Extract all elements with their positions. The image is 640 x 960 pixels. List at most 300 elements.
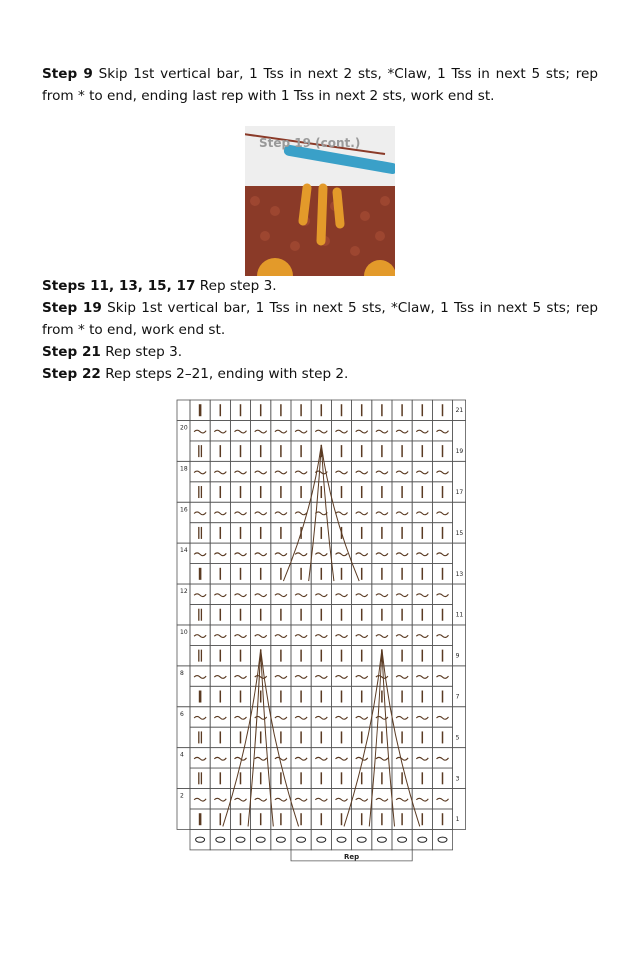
tilde-symbol bbox=[194, 553, 206, 556]
chart-cell bbox=[271, 707, 291, 727]
chart-cell bbox=[331, 584, 351, 604]
tilde-symbol bbox=[396, 594, 408, 597]
tilde-symbol bbox=[376, 594, 388, 597]
tilde-symbol bbox=[416, 430, 428, 433]
chart-cell bbox=[311, 625, 331, 645]
tilde-symbol bbox=[235, 553, 247, 556]
chain-oval-symbol bbox=[196, 837, 205, 842]
chart-cell bbox=[311, 420, 331, 440]
chart-cell bbox=[251, 625, 271, 645]
chart-cell bbox=[392, 502, 412, 522]
tilde-symbol bbox=[255, 430, 267, 433]
right-label-cell bbox=[453, 707, 466, 748]
tilde-symbol bbox=[194, 716, 206, 719]
tilde-symbol bbox=[336, 635, 348, 638]
step-9: Step 9 Skip 1st vertical bar, 1 Tss in next 2 sts, *Claw, 1 Tss in next 5 sts; rep from * to end, ending last rep with 1 Tss in next 2 sts, work end st. bbox=[42, 66, 598, 104]
chart-cell bbox=[331, 748, 351, 768]
chart-cell bbox=[271, 666, 291, 686]
tilde-symbol bbox=[235, 798, 247, 801]
chart-cell bbox=[271, 584, 291, 604]
tilde-symbol bbox=[437, 594, 449, 597]
tilde-symbol bbox=[315, 798, 327, 801]
chart-cell bbox=[210, 748, 230, 768]
tilde-symbol bbox=[295, 430, 307, 433]
chain-oval-symbol bbox=[438, 837, 447, 842]
tilde-symbol bbox=[295, 512, 307, 515]
chart-cell bbox=[331, 789, 351, 809]
chart-cell bbox=[190, 666, 210, 686]
chart-cell bbox=[190, 584, 210, 604]
tilde-symbol bbox=[356, 676, 368, 679]
tilde-symbol bbox=[295, 471, 307, 474]
tilde-symbol bbox=[214, 716, 226, 719]
chart-cell bbox=[271, 625, 291, 645]
chart-cell bbox=[412, 461, 432, 481]
chain-oval-symbol bbox=[317, 837, 326, 842]
chart-cell bbox=[251, 829, 271, 849]
tilde-symbol bbox=[194, 798, 206, 801]
tilde-symbol bbox=[194, 430, 206, 433]
tilde-symbol bbox=[416, 757, 428, 760]
tilde-symbol bbox=[315, 757, 327, 760]
chart-cell bbox=[251, 420, 271, 440]
tilde-symbol bbox=[255, 553, 267, 556]
chart-cell bbox=[392, 420, 412, 440]
row-label-left: 14 bbox=[180, 547, 188, 555]
tilde-symbol bbox=[376, 471, 388, 474]
tilde-symbol bbox=[437, 676, 449, 679]
chart-cell bbox=[432, 461, 452, 481]
tilde-symbol bbox=[396, 757, 408, 760]
chart-cell bbox=[271, 502, 291, 522]
chart-cell bbox=[251, 666, 271, 686]
tilde-symbol bbox=[295, 594, 307, 597]
tilde-symbol bbox=[275, 553, 287, 556]
row-label-right: 21 bbox=[455, 407, 464, 415]
repeat-label: Rep bbox=[344, 852, 360, 861]
chart-cell bbox=[291, 666, 311, 686]
chart-cell bbox=[352, 625, 372, 645]
chart-cell bbox=[190, 523, 210, 543]
chart-cell bbox=[352, 502, 372, 522]
chart-cell bbox=[291, 789, 311, 809]
tilde-symbol bbox=[214, 430, 226, 433]
chart-cell bbox=[210, 829, 230, 849]
chart-cell bbox=[190, 829, 210, 849]
tilde-symbol bbox=[356, 635, 368, 638]
right-label-cell bbox=[453, 748, 466, 789]
chart-cell bbox=[412, 666, 432, 686]
tilde-symbol bbox=[396, 553, 408, 556]
chart-cell bbox=[210, 625, 230, 645]
chart-cell bbox=[311, 829, 331, 849]
step-22: Step 22 Rep steps 2–21, ending with step 2. bbox=[42, 366, 349, 382]
chart-cell bbox=[311, 543, 331, 563]
chart-cell bbox=[432, 707, 452, 727]
tilde-symbol bbox=[356, 757, 368, 760]
chart-cell bbox=[210, 502, 230, 522]
chart-cell bbox=[331, 666, 351, 686]
tilde-symbol bbox=[235, 635, 247, 638]
chart-cell bbox=[230, 829, 250, 849]
tilde-symbol bbox=[235, 757, 247, 760]
tilde-symbol bbox=[437, 430, 449, 433]
tilde-symbol bbox=[437, 798, 449, 801]
chart-cell bbox=[210, 789, 230, 809]
chart-cell bbox=[352, 420, 372, 440]
chart-cell bbox=[352, 543, 372, 563]
chart-cell bbox=[352, 829, 372, 849]
tilde-symbol bbox=[376, 635, 388, 638]
tilde-symbol bbox=[416, 716, 428, 719]
chart-cell bbox=[251, 707, 271, 727]
row-label-left: 12 bbox=[180, 588, 188, 596]
tilde-symbol bbox=[315, 716, 327, 719]
row-label-left: 2 bbox=[180, 792, 184, 800]
tilde-symbol bbox=[194, 471, 206, 474]
tilde-symbol bbox=[376, 512, 388, 515]
tilde-symbol bbox=[214, 512, 226, 515]
chart-cell bbox=[331, 461, 351, 481]
tilde-symbol bbox=[336, 512, 348, 515]
tilde-symbol bbox=[214, 798, 226, 801]
chart-cell bbox=[372, 502, 392, 522]
chart-cell bbox=[291, 420, 311, 440]
tilde-symbol bbox=[315, 594, 327, 597]
tilde-symbol bbox=[356, 553, 368, 556]
tilde-symbol bbox=[416, 676, 428, 679]
chart-cell bbox=[412, 707, 432, 727]
chart-cell bbox=[230, 502, 250, 522]
chart-cell bbox=[352, 707, 372, 727]
tilde-symbol bbox=[396, 635, 408, 638]
chart-cell bbox=[190, 625, 210, 645]
tilde-symbol bbox=[295, 757, 307, 760]
chart-cell bbox=[190, 543, 210, 563]
chart-cell bbox=[372, 461, 392, 481]
chart-cell bbox=[372, 707, 392, 727]
tilde-symbol bbox=[416, 635, 428, 638]
tilde-symbol bbox=[437, 512, 449, 515]
chart-cell bbox=[372, 789, 392, 809]
tilde-symbol bbox=[295, 798, 307, 801]
chart-cell bbox=[230, 584, 250, 604]
chain-oval-symbol bbox=[297, 837, 306, 842]
chart-cell bbox=[432, 789, 452, 809]
tilde-symbol bbox=[214, 635, 226, 638]
chain-oval-symbol bbox=[357, 837, 366, 842]
tilde-symbol bbox=[214, 553, 226, 556]
tilde-symbol bbox=[295, 676, 307, 679]
row-label-right: 9 bbox=[455, 652, 460, 660]
right-label-cell bbox=[453, 502, 466, 543]
tilde-symbol bbox=[255, 676, 267, 679]
chart-cell bbox=[392, 543, 412, 563]
chart-cell bbox=[271, 420, 291, 440]
chart-cell bbox=[372, 829, 392, 849]
tilde-symbol bbox=[336, 553, 348, 556]
chart-cell bbox=[190, 789, 210, 809]
tilde-symbol bbox=[194, 676, 206, 679]
chart-cell bbox=[432, 420, 452, 440]
chain-oval-symbol bbox=[337, 837, 346, 842]
tilde-symbol bbox=[376, 676, 388, 679]
chart-cell bbox=[230, 707, 250, 727]
tilde-symbol bbox=[275, 716, 287, 719]
chart-cell bbox=[210, 584, 230, 604]
tilde-symbol bbox=[356, 594, 368, 597]
step-19: Step 19 Skip 1st vertical bar, 1 Tss in next 5 sts, *Claw, 1 Tss in next 5 sts; rep from * to end, work end st. bbox=[42, 300, 598, 338]
tilde-symbol bbox=[295, 553, 307, 556]
tilde-symbol bbox=[235, 512, 247, 515]
chart-cell bbox=[251, 543, 271, 563]
tilde-symbol bbox=[437, 553, 449, 556]
row-label-left: 8 bbox=[180, 669, 184, 677]
chart-cell bbox=[291, 707, 311, 727]
tilde-symbol bbox=[336, 594, 348, 597]
claw-line bbox=[309, 445, 322, 581]
tilde-symbol bbox=[315, 635, 327, 638]
left-label-cell bbox=[177, 400, 190, 420]
tilde-symbol bbox=[437, 471, 449, 474]
tilde-symbol bbox=[396, 471, 408, 474]
chart-cell bbox=[392, 666, 412, 686]
chart-cell bbox=[331, 625, 351, 645]
tilde-symbol bbox=[356, 471, 368, 474]
tilde-symbol bbox=[275, 757, 287, 760]
chart-cell bbox=[432, 543, 452, 563]
row-label-left: 18 bbox=[180, 465, 188, 473]
chart-cell bbox=[210, 461, 230, 481]
chart-cell bbox=[251, 502, 271, 522]
chart-cell bbox=[432, 829, 452, 849]
chart-cell bbox=[210, 420, 230, 440]
tilde-symbol bbox=[437, 757, 449, 760]
chart-cell bbox=[392, 707, 412, 727]
chart-cell bbox=[372, 543, 392, 563]
tilde-symbol bbox=[194, 757, 206, 760]
chart-cell bbox=[311, 707, 331, 727]
chart-cell bbox=[412, 829, 432, 849]
row-label-right: 15 bbox=[455, 529, 464, 537]
chart-cell bbox=[230, 625, 250, 645]
tilde-symbol bbox=[356, 716, 368, 719]
chart-cell bbox=[412, 625, 432, 645]
row-label-right: 17 bbox=[455, 489, 464, 497]
chart-cell bbox=[372, 666, 392, 686]
row-label-left: 4 bbox=[180, 751, 184, 759]
chart-cell bbox=[190, 461, 210, 481]
chart-cell bbox=[190, 768, 210, 788]
claw-line bbox=[261, 649, 274, 826]
chart-cell bbox=[190, 748, 210, 768]
tilde-symbol bbox=[275, 471, 287, 474]
tilde-symbol bbox=[235, 471, 247, 474]
right-label-cell bbox=[453, 584, 466, 625]
tilde-symbol bbox=[336, 757, 348, 760]
tilde-symbol bbox=[336, 716, 348, 719]
chart-cell bbox=[190, 645, 210, 665]
row-label-right: 19 bbox=[455, 448, 464, 456]
chart-cell bbox=[331, 502, 351, 522]
chart-cell bbox=[432, 748, 452, 768]
tilde-symbol bbox=[416, 594, 428, 597]
tilde-symbol bbox=[275, 798, 287, 801]
right-label-cell bbox=[453, 420, 466, 461]
chart-cell bbox=[210, 707, 230, 727]
chain-oval-symbol bbox=[256, 837, 265, 842]
tilde-symbol bbox=[315, 512, 327, 515]
chart-cell bbox=[412, 748, 432, 768]
chart-cell bbox=[372, 420, 392, 440]
chart-cell bbox=[291, 502, 311, 522]
chart-cell bbox=[311, 461, 331, 481]
chain-oval-symbol bbox=[377, 837, 386, 842]
chain-oval-symbol bbox=[236, 837, 245, 842]
chart-cell bbox=[432, 502, 452, 522]
tilde-symbol bbox=[416, 553, 428, 556]
chart-cell bbox=[331, 420, 351, 440]
chart-cell bbox=[190, 482, 210, 502]
claw-line bbox=[382, 649, 395, 826]
chart-cell bbox=[251, 789, 271, 809]
row-label-right: 13 bbox=[455, 570, 464, 578]
tilde-symbol bbox=[275, 430, 287, 433]
chart-cell bbox=[271, 461, 291, 481]
right-label-cell bbox=[453, 461, 466, 502]
chart-cell bbox=[352, 584, 372, 604]
tilde-symbol bbox=[396, 512, 408, 515]
chart-cell bbox=[311, 748, 331, 768]
row-label-right: 3 bbox=[455, 775, 460, 783]
chart-cell bbox=[291, 829, 311, 849]
row-label-left: 16 bbox=[180, 506, 188, 514]
chart-cell bbox=[291, 584, 311, 604]
chart-cell bbox=[210, 666, 230, 686]
tilde-symbol bbox=[315, 430, 327, 433]
row-label-right: 7 bbox=[455, 693, 460, 701]
tilde-symbol bbox=[336, 798, 348, 801]
chart-cell bbox=[352, 461, 372, 481]
photo-caption: Step 19 (cont.) bbox=[259, 136, 361, 150]
chart-cell bbox=[190, 420, 210, 440]
tilde-symbol bbox=[416, 471, 428, 474]
chain-oval-symbol bbox=[276, 837, 285, 842]
tilde-symbol bbox=[235, 676, 247, 679]
chart-cell bbox=[230, 666, 250, 686]
tilde-symbol bbox=[214, 676, 226, 679]
tilde-symbol bbox=[437, 635, 449, 638]
right-label-cell bbox=[453, 789, 466, 830]
tilde-symbol bbox=[275, 594, 287, 597]
chart-cell bbox=[271, 543, 291, 563]
chart-cell bbox=[230, 420, 250, 440]
tilde-symbol bbox=[315, 676, 327, 679]
tilde-symbol bbox=[275, 676, 287, 679]
tilde-symbol bbox=[235, 716, 247, 719]
chart-cell bbox=[412, 420, 432, 440]
tilde-symbol bbox=[295, 716, 307, 719]
chart-cell bbox=[432, 666, 452, 686]
chain-oval-symbol bbox=[216, 837, 225, 842]
chart-cell bbox=[412, 502, 432, 522]
chart-cell bbox=[190, 727, 210, 747]
tilde-symbol bbox=[396, 798, 408, 801]
chart-cell bbox=[251, 584, 271, 604]
chart-cell bbox=[331, 707, 351, 727]
tilde-symbol bbox=[275, 635, 287, 638]
row-label-left: 6 bbox=[180, 710, 184, 718]
row-label-left: 20 bbox=[180, 424, 188, 432]
right-label-cell bbox=[453, 625, 466, 666]
tilde-symbol bbox=[235, 430, 247, 433]
tilde-symbol bbox=[336, 471, 348, 474]
row-label-right: 1 bbox=[455, 816, 460, 824]
chart-cell bbox=[210, 543, 230, 563]
chart-cell bbox=[291, 461, 311, 481]
chart-cell bbox=[372, 584, 392, 604]
chart-cell bbox=[190, 502, 210, 522]
chart-cell bbox=[331, 829, 351, 849]
right-label-cell bbox=[453, 543, 466, 584]
tilde-symbol bbox=[194, 512, 206, 515]
chart-cell bbox=[190, 707, 210, 727]
row-label-left: 10 bbox=[180, 628, 188, 636]
chart-cell bbox=[251, 461, 271, 481]
tilde-symbol bbox=[376, 430, 388, 433]
tilde-symbol bbox=[255, 512, 267, 515]
tilde-symbol bbox=[396, 676, 408, 679]
chart-cell bbox=[311, 666, 331, 686]
chart-cell bbox=[352, 666, 372, 686]
tilde-symbol bbox=[214, 594, 226, 597]
tilde-symbol bbox=[396, 430, 408, 433]
tilde-symbol bbox=[416, 512, 428, 515]
chart-cell bbox=[230, 543, 250, 563]
chart-cell bbox=[392, 461, 412, 481]
tilde-symbol bbox=[275, 512, 287, 515]
chart-cell bbox=[432, 584, 452, 604]
tilde-symbol bbox=[214, 757, 226, 760]
tilde-symbol bbox=[255, 471, 267, 474]
tilde-symbol bbox=[214, 471, 226, 474]
chart-cell bbox=[412, 789, 432, 809]
tilde-symbol bbox=[416, 798, 428, 801]
chart-cell bbox=[432, 625, 452, 645]
claw-line bbox=[321, 445, 334, 581]
chain-oval-symbol bbox=[418, 837, 427, 842]
tilde-symbol bbox=[235, 594, 247, 597]
chart-cell bbox=[372, 625, 392, 645]
chart-cell bbox=[291, 625, 311, 645]
tilde-symbol bbox=[356, 430, 368, 433]
tilde-symbol bbox=[194, 594, 206, 597]
tilde-symbol bbox=[356, 512, 368, 515]
chain-oval-symbol bbox=[398, 837, 407, 842]
tilde-symbol bbox=[376, 798, 388, 801]
tilde-symbol bbox=[376, 553, 388, 556]
tilde-symbol bbox=[356, 798, 368, 801]
tilde-symbol bbox=[437, 716, 449, 719]
step-21: Step 21 Rep step 3. bbox=[42, 344, 183, 360]
chart-cell bbox=[412, 584, 432, 604]
tilde-symbol bbox=[295, 635, 307, 638]
row-label-right: 5 bbox=[455, 734, 460, 742]
chart-cell bbox=[230, 461, 250, 481]
tilde-symbol bbox=[194, 635, 206, 638]
chart-cell bbox=[311, 789, 331, 809]
chart-cell bbox=[392, 829, 412, 849]
